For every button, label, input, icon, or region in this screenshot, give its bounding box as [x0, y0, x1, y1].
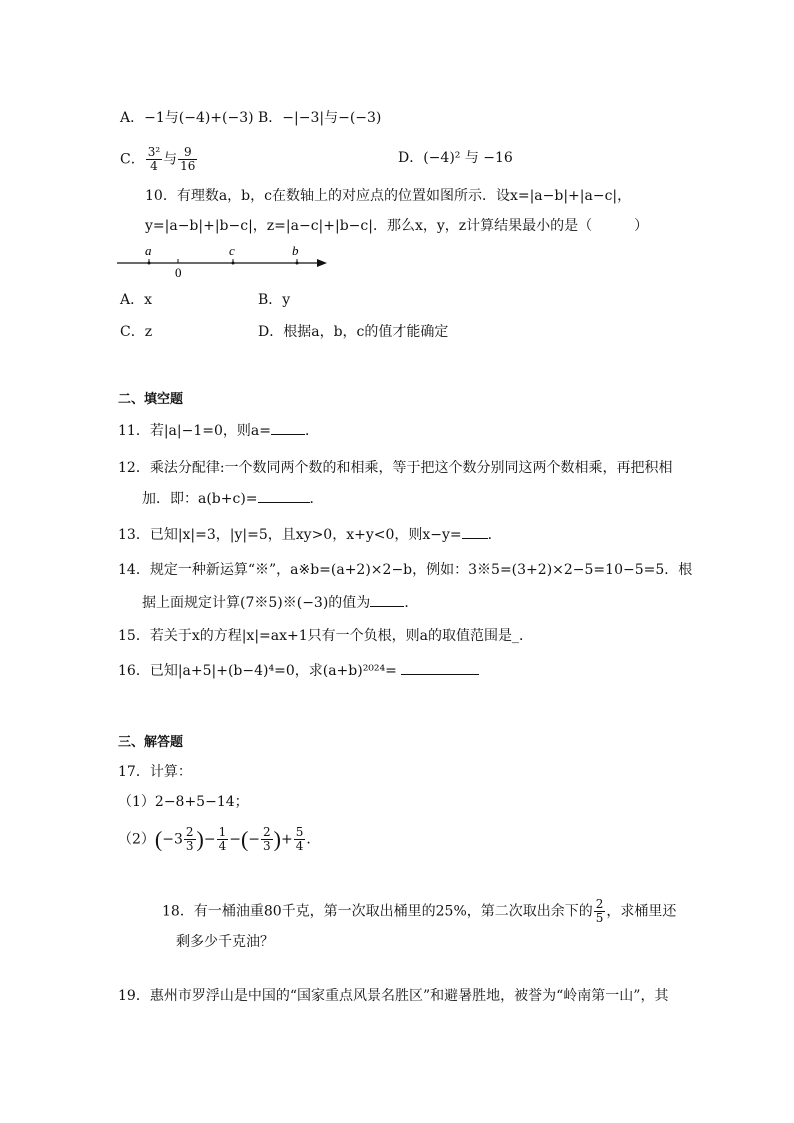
q17-frac3: $\frac{2}{3}$ — [263, 825, 271, 853]
q12-line1: 12．乘法分配律:一个数同两个数的和相乘，等于把这个数分别同这两个数相乘，再把积相 — [118, 460, 673, 476]
q10-number-line — [115, 240, 335, 280]
q9-option-d: D．(−4)² 与 −16 — [398, 150, 513, 166]
q15 — [118, 626, 533, 646]
q16-blank — [401, 660, 479, 675]
q15-text: 15．若关于x的方程|x|=ax+1只有一个负根，则a的取值范围是 — [118, 628, 512, 644]
q17-plus: + — [281, 831, 293, 848]
q13 — [118, 524, 502, 545]
q10-stem-line2: y=|a−b|+|b−c|，z=|a−c|+|b−c|．那么x，y，z计算结果最小的是（ ） — [145, 218, 649, 234]
q9-option-c-mid: 与 — [163, 151, 178, 168]
q11-end: ． — [304, 423, 319, 439]
q19-line1: 19．惠州市罗浮山是中国的“国家重点风景名胜区”和避暑胜地，被誉为“岭南第一山”，其 — [118, 988, 669, 1004]
q18-text-pre: 18．有一桶油重80千克，第一次取出桶里的25%，第二次取出余下的 — [162, 903, 593, 920]
section-title-fill-blank: 二、填空题 — [118, 392, 184, 407]
q12-text: 加．即：a(b+c)= — [142, 491, 258, 507]
q17-part2-label: （2） — [118, 831, 155, 848]
number-line-arrow — [317, 259, 327, 267]
q12-line2 — [142, 488, 324, 509]
point-b — [296, 262, 299, 265]
q13-blank — [462, 524, 488, 539]
q17-minus1: − — [203, 831, 216, 848]
q17-paren-close-1: ) — [196, 826, 204, 852]
q13-text: 13．已知|x|=3，|y|=5，且xy>0，x+y<0，则x−y= — [118, 527, 462, 543]
q17-part1: （1）2−8+5−14； — [118, 794, 249, 810]
q10-option-d: D．根据a，b，c的值才能确定 — [258, 324, 449, 340]
q9-option-c-frac2: $\frac{9}{16}$ — [180, 145, 196, 173]
q17-frac1: $\frac{2}{3}$ — [185, 825, 194, 853]
q9-option-c-frac1: $\frac{\text{3²}}{4}$ — [147, 145, 161, 173]
q18-line2: 剩多少千克油？ — [176, 934, 274, 950]
q18-line1 — [162, 898, 676, 925]
q9-option-c — [120, 146, 198, 173]
q12-blank — [258, 488, 310, 503]
q11 — [118, 420, 319, 441]
q10-stem-line1: 10．有理数a，b，c在数轴上的对应点的位置如图所示．设x=|a−b|+|a−c|， — [145, 188, 632, 204]
q12-end: ． — [309, 491, 324, 507]
q14-line2 — [142, 592, 418, 613]
q17-term2: − — [248, 831, 261, 848]
q11-blank — [271, 420, 305, 435]
q14-end: ． — [404, 595, 419, 611]
label-c: c — [229, 243, 235, 258]
point-c — [232, 262, 235, 265]
q10-option-c: C．z — [120, 324, 153, 340]
q13-end: ． — [487, 527, 502, 543]
q16 — [118, 660, 479, 681]
q9-option-c-prefix: C． — [120, 151, 145, 168]
q18-text-post: ，求桶里还 — [606, 903, 677, 920]
q14-line1: 14．规定一种新运算“※”，a※b=(a+2)×2−b，例如：3※5=(3+2)×2−5=10−5=5．根 — [118, 562, 693, 578]
label-b: b — [292, 243, 299, 258]
q10-option-b: B．y — [258, 292, 291, 308]
q11-text: 11．若|a|−1=0，则a= — [118, 423, 271, 439]
q17-part2 — [118, 826, 320, 853]
q17-title: 17．计算： — [118, 764, 192, 780]
q17-paren-close-2: ) — [273, 826, 281, 852]
section-title-solve: 三、解答题 — [118, 735, 184, 750]
q9-option-b: B．−|−3|与−(−3) — [258, 110, 382, 126]
q10-option-a: A．x — [120, 292, 153, 308]
q18-frac: $\frac{2}{5}$ — [595, 897, 604, 925]
q17-paren-open-2: ( — [240, 826, 249, 852]
point-a — [148, 262, 151, 265]
q15-end: _． — [512, 628, 533, 644]
q17-paren-open-1: ( — [154, 826, 163, 852]
q9-option-a: A．−1与(−4)+(−3) — [120, 110, 254, 126]
q17-minus2: − — [229, 831, 241, 848]
q17-frac4: $\frac{5}{4}$ — [295, 825, 304, 853]
q14-text: 据上面规定计算(7※5)※(−3)的值为 — [142, 595, 371, 611]
label-0: 0 — [175, 265, 182, 280]
q16-text: 16．已知|a+5|+(b−4)⁴=0，求(a+b)²⁰²⁴= — [118, 663, 397, 679]
q17-end: ． — [306, 831, 321, 848]
label-a: a — [145, 243, 152, 258]
q17-term1: −3 — [162, 831, 183, 848]
q14-blank — [370, 592, 404, 607]
q17-frac2: $\frac{1}{4}$ — [218, 825, 227, 853]
